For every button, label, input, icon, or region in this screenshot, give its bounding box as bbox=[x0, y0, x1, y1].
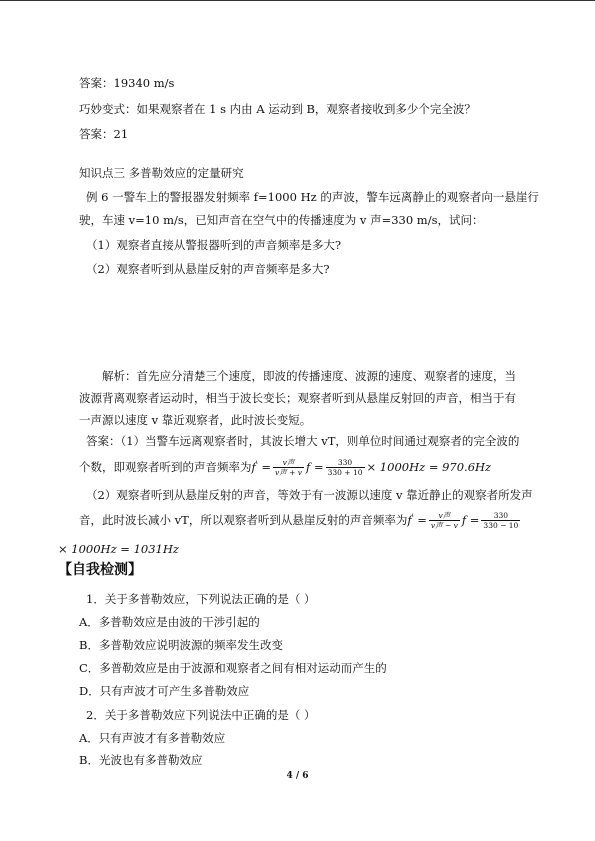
answer-part2-prefix: 音，此时波长减小 vT，所以观察者听到从悬崖反射的声音频率为 bbox=[79, 512, 408, 527]
answer-text: 答案：19340 m/s bbox=[79, 76, 175, 90]
answer-text: 答案：21 bbox=[79, 127, 129, 141]
answer-part1-line1: 答案：（1）当警车远离观察者时，其波长增大 vT，则单位时间通过观察者的完全波的 bbox=[86, 434, 520, 448]
question-1: （1）观察者直接从警报器听到的声音频率是多大? bbox=[86, 238, 341, 252]
top-rule bbox=[0, 0, 595, 1]
formula-1: f' = $\frac{\text{v声}}{\text{v声 + v}}$ f = $\frac{330}{330 + 10}$ × 1000Hz = 970.6Hz bbox=[251, 458, 492, 478]
test1-option-d: D．只有声波才可产生多普勒效应 bbox=[79, 684, 250, 698]
test1-option-c: C．多普勒效应是由于波源和观察者之间有相对运动而产生的 bbox=[79, 661, 387, 675]
test1-option-a: A．多普勒效应是由波的干涉引起的 bbox=[79, 615, 260, 629]
answer-part1-prefix: 个数，即观察者听到的声音频率为 bbox=[79, 459, 252, 474]
variant-question: 巧妙变式：如果观察者在 1 s 内由 A 运动到 B，观察者接收到多少个完全波？ bbox=[79, 102, 476, 116]
formula-2-result: × 1000Hz = 1031Hz bbox=[58, 542, 179, 556]
question-2: （2）观察者听到从悬崖反射的声音频率是多大? bbox=[86, 262, 330, 276]
self-test-heading: 【自我检测】 bbox=[58, 562, 142, 578]
example-text: 例 6 一警车上的警报器发射频率 f=1000 Hz 的声波，警车远离静止的观察者向一悬崖行 bbox=[86, 190, 539, 204]
answer-part2-line2 bbox=[79, 504, 522, 533]
page-number: 4 / 6 bbox=[286, 771, 309, 781]
analysis-paragraph: 解析：首先应分清楚三个速度，即波的传播速度、波源的速度、观察者的速度，当波源背离观察者运动时，相当于波长变长；观察者听到从悬崖反射回的声音，相当于有一声源以速度 v 靠近观察者，此时波长变短。 bbox=[79, 369, 516, 427]
answer-part2-line1: （2）观察者听到从悬崖反射的声音，等效于有一波源以速度 v 靠近静止的观察者所发声 bbox=[86, 488, 533, 502]
test2-option-a: A．只有声波才有多普勒效应 bbox=[79, 731, 226, 745]
test1-stem: 1．关于多普勒效应，下列说法正确的是（ ） bbox=[86, 592, 316, 606]
section-title: 知识点三 多普勒效应的定量研究 bbox=[79, 166, 244, 180]
test2-option-b: B．光波也有多普勒效应 bbox=[79, 753, 203, 767]
formula-2: f' = $\frac{\text{v声}}{\text{v声 − v}}$ f = $\frac{330}{330 - 10}$ bbox=[407, 511, 519, 531]
test2-stem: 2．关于多普勒效应下列说法中正确的是（ ） bbox=[86, 708, 316, 722]
example-text: 驶，车速 v=10 m/s，已知声音在空气中的传播速度为 v 声=330 m/s，试问： bbox=[79, 213, 484, 227]
answer-part1-line2 bbox=[79, 451, 491, 480]
test1-option-b: B．多普勒效应说明波源的频率发生改变 bbox=[79, 638, 283, 652]
